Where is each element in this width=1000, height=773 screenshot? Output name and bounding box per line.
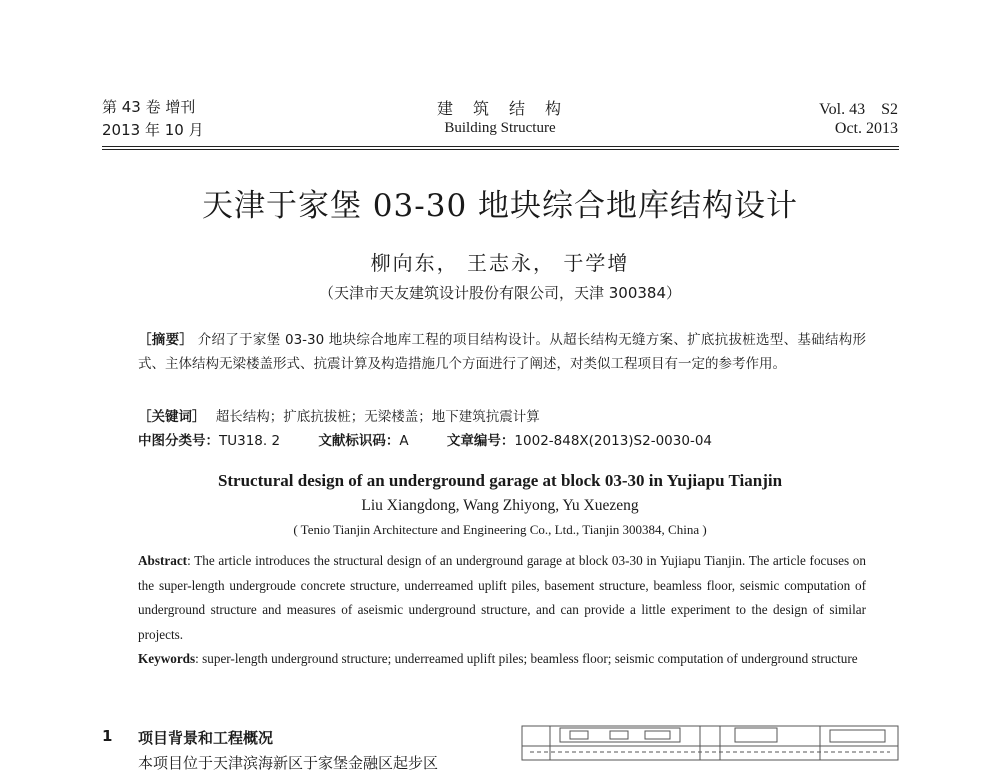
section-title: 项目背景和工程概况 xyxy=(138,729,274,747)
article-id-label: 文章编号： xyxy=(446,433,515,449)
journal-volume-cn: 第 43 卷 增刊 xyxy=(102,98,196,116)
section-body-first-line: 本项目位于天津滨海新区于家堡金融区起步区 xyxy=(138,754,439,772)
journal-name-en: Building Structure xyxy=(444,120,556,136)
header-rule-bottom xyxy=(102,149,899,150)
keywords-en: Keywords: super-length underground structure; underreamed uplift piles; beamless floor; seismic computation of underground structure xyxy=(138,651,858,666)
keywords-cn xyxy=(138,405,540,429)
affiliation-cn: （天津市天友建筑设计股份有限公司，天津 300384） xyxy=(318,284,682,302)
keywords-en-text: super-length underground structure; underreamed uplift piles; beamless floor; seismic computation of underground structure xyxy=(202,651,858,666)
keywords-cn-label: ［关键词］ xyxy=(138,409,206,425)
clc-label: 中图分类号： xyxy=(138,433,219,449)
paper-title-en: Structural design of an underground garage at block 03-30 in Yujiapu Tianjin xyxy=(217,471,783,490)
journal-date-cn: 2013 年 10 月 xyxy=(102,121,204,139)
abstract-cn xyxy=(138,328,866,376)
article-id-value: 1002-848X(2013)S2-0030-04 xyxy=(514,433,712,449)
paper-title-cn: 天津于家堡 03-30 地块综合地库结构设计 xyxy=(201,188,799,224)
classification-line xyxy=(138,429,712,453)
affiliation-en: ( Tenio Tianjin Architecture and Engineering Co., Ltd., Tianjin 300384, China ) xyxy=(293,522,707,537)
abstract-en: Abstract: The article introduces the structural design of an underground garage at block 03-30 in Yujiapu Tianjin. The article focuses on the super-length undergroude concrete structure, underreamed uplift piles, basement structure, beamless floor, seismic computation of underground structure and measures of aseismic underground structure, and can provide a little experiment to the design of similar projects. xyxy=(138,553,866,642)
clc-value: TU318. 2 xyxy=(219,433,281,449)
abstract-en-text: The article introduces the structural design of an underground garage at block 03-30 in Yujiapu Tianjin. The article focuses on the super-length undergroude concrete structure, underreamed uplift piles, basement structure, beamless floor, seismic computation of underground structure and measures of aseismic underground structure, and can provide a little experiment to the design of similar projects. xyxy=(138,553,866,642)
journal-name-cn: 建 筑 结 构 xyxy=(436,99,563,118)
abstract-en-label: Abstract xyxy=(138,553,188,568)
authors-cn: 柳向东， 王志永， 于学增 xyxy=(370,251,630,275)
journal-date-en: Oct. 2013 xyxy=(834,120,898,137)
abstract-cn-label: ［摘要］ xyxy=(138,332,194,348)
authors-en: Liu Xiangdong, Wang Zhiyong, Yu Xuezeng xyxy=(361,497,639,514)
keywords-cn-text: 超长结构；扩底抗拔桩；无梁楼盖；地下建筑抗震计算 xyxy=(215,409,540,425)
header-rule-top xyxy=(102,146,899,147)
doc-code-label: 文献标识码： xyxy=(318,433,400,449)
keywords-en-label: Keywords xyxy=(138,651,196,666)
abstract-cn-text: 介绍了于家堡 03-30 地块综合地库工程的项目结构设计。从超长结构无缝方案、扩底抗拔桩选型、基础结构形式、主体结构无梁楼盖形式、抗震计算及构造措施几个方面进行了阐述，对类似工程项目有一定的参考作用。 xyxy=(138,332,867,372)
section-number: 1 xyxy=(102,727,113,745)
site-plan-figure xyxy=(520,722,900,762)
doc-code-value: A xyxy=(399,433,409,449)
journal-volume-en: Vol. 43 S2 xyxy=(819,101,898,118)
